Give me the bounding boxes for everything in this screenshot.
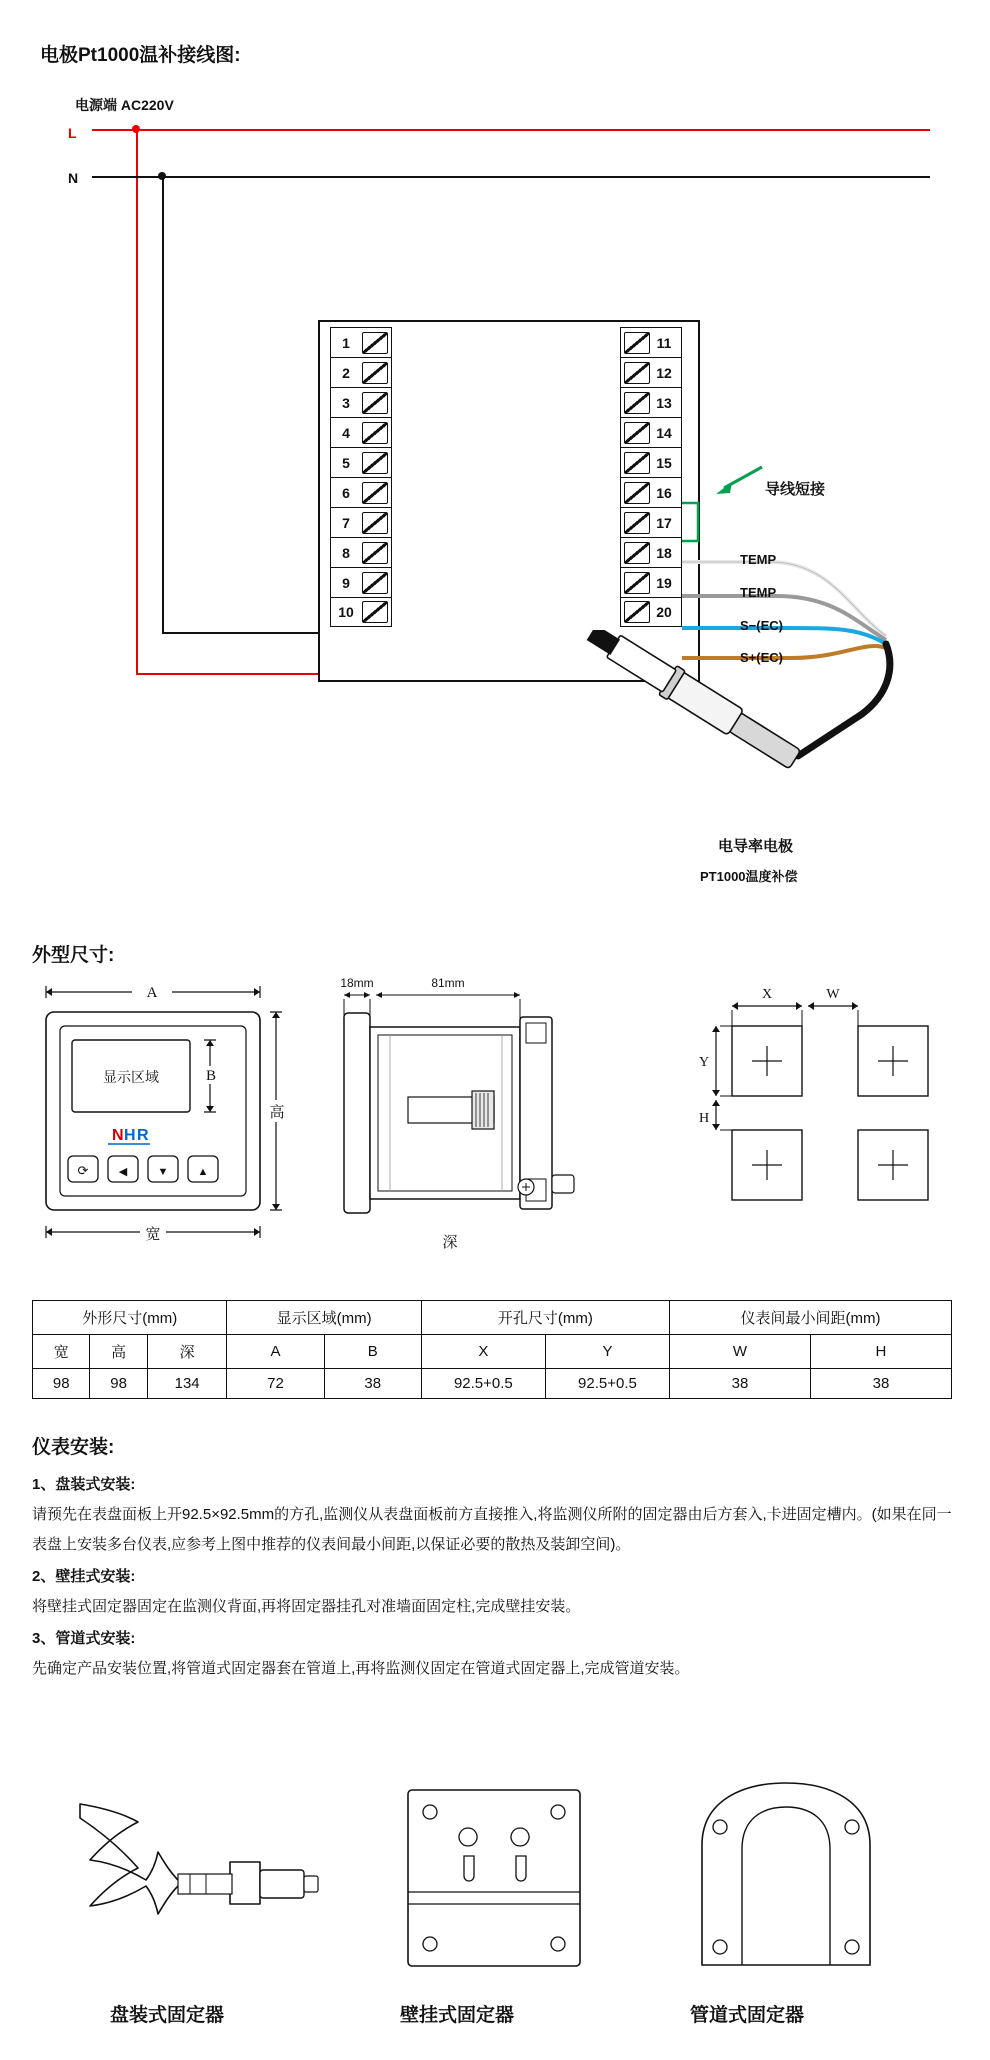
front-view-drawing [24, 970, 294, 1260]
svg-text:显示区域: 显示区域 [103, 1069, 159, 1085]
cutout-spacing-drawing [690, 980, 970, 1235]
sub-header: Y [545, 1335, 669, 1369]
terminal-row[interactable] [330, 327, 392, 357]
installation-title: 仪表安装: [32, 1437, 115, 1458]
screw-icon [624, 422, 650, 444]
table-cell: 92.5+0.5 [421, 1369, 545, 1399]
table-cell: 98 [90, 1369, 147, 1399]
install-text-1: 请预先在表盘面板上开92.5×92.5mm的方孔,监测仪从表盘面板前方直接推入,将监测仪所附的固定器由后方套入,卡进固定槽内。(如果在同一表盘上安装多台仪表,应参考上图中推荐的仪表间最小间距,以保证必要的散热及装卸空间)。 [32, 1506, 952, 1553]
install-text-3: 先确定产品安装位置,将管道式固定器套在管道上,再将监测仪固定在管道式固定器上,完成管道安装。 [32, 1660, 690, 1677]
line-label-N: N [68, 170, 79, 186]
wall-mount-bracket-drawing [390, 1780, 610, 1985]
terminal-row[interactable] [330, 417, 392, 447]
table-row-sub-headers [33, 1335, 952, 1369]
caption-wall-bracket: 壁挂式固定器 [400, 2005, 515, 2026]
install-head-1: 1、盘装式安装: [32, 1476, 136, 1493]
signal-label-s-plus: S+(EC) [740, 650, 783, 665]
terminal-number: 9 [342, 574, 350, 591]
svg-text:◀: ◀ [118, 1166, 128, 1178]
live-wire-to-terminal-10 [136, 673, 320, 675]
group-header-display: 显示区域(mm) [227, 1301, 421, 1335]
terminal-row[interactable] [620, 327, 682, 357]
terminal-number: 17 [656, 514, 672, 531]
sub-header: B [324, 1335, 421, 1369]
terminal-number: 15 [656, 454, 672, 471]
neutral-junction-dot [158, 172, 166, 180]
terminal-row[interactable] [330, 477, 392, 507]
sub-header: 宽 [33, 1335, 90, 1369]
terminal-row[interactable] [620, 417, 682, 447]
terminal-row[interactable] [620, 357, 682, 387]
screw-icon [362, 601, 388, 623]
screw-icon [624, 392, 650, 414]
install-text-2: 将壁挂式固定器固定在监测仪背面,再将固定器挂孔对准墙面固定柱,完成壁挂安装。 [32, 1598, 581, 1615]
terminal-number: 7 [342, 514, 350, 531]
line-label-L: L [68, 125, 77, 141]
screw-icon [624, 512, 650, 534]
group-header-cutout: 开孔尺寸(mm) [421, 1301, 669, 1335]
terminal-number: 12 [656, 364, 672, 381]
short-wire-note: 导线短接 [765, 481, 826, 498]
terminal-row[interactable] [330, 387, 392, 417]
screw-icon [624, 601, 650, 623]
svg-text:⟳: ⟳ [77, 1163, 89, 1178]
svg-text:宽: 宽 [145, 1226, 161, 1243]
terminal-number: 19 [656, 574, 672, 591]
signal-label-temp-1: TEMP [740, 552, 777, 567]
probe-sub-label: PT1000温度补偿 [700, 869, 798, 884]
terminal-number: 4 [342, 424, 350, 441]
table-cell: 92.5+0.5 [545, 1369, 669, 1399]
group-header-spacing: 仪表间最小间距(mm) [669, 1301, 951, 1335]
terminal-number: 10 [338, 604, 354, 620]
svg-text:N: N [112, 1127, 124, 1144]
terminal-row[interactable] [620, 477, 682, 507]
terminal-number: 20 [656, 604, 672, 620]
table-cell: 98 [33, 1369, 90, 1399]
terminal-row[interactable] [330, 357, 392, 387]
svg-text:A: A [146, 985, 158, 1001]
dimensions-title: 外型尺寸: [32, 945, 115, 966]
svg-text:X: X [761, 987, 773, 1002]
sub-header: X [421, 1335, 545, 1369]
terminal-number: 2 [342, 364, 350, 381]
screw-icon [624, 542, 650, 564]
group-header-overall: 外形尺寸(mm) [33, 1301, 227, 1335]
terminal-row[interactable] [620, 507, 682, 537]
svg-text:Y: Y [698, 1055, 710, 1070]
screw-icon [362, 482, 388, 504]
side-view-drawing [330, 965, 630, 1260]
signal-label-s-minus: S−(EC) [740, 618, 783, 633]
install-head-3: 3、管道式安装: [32, 1630, 136, 1647]
left-terminal-column [330, 327, 392, 627]
terminal-row[interactable] [620, 567, 682, 597]
right-terminal-column [620, 327, 682, 627]
terminal-number: 3 [342, 394, 350, 411]
terminal-row[interactable] [620, 447, 682, 477]
terminal-number: 16 [656, 484, 672, 501]
screw-icon [624, 332, 650, 354]
power-supply-label: 电源端 AC220V [75, 97, 174, 113]
svg-text:H: H [124, 1127, 136, 1144]
sub-header: H [810, 1335, 951, 1369]
table-row-group-headers [33, 1301, 952, 1335]
screw-icon [362, 362, 388, 384]
terminal-row[interactable] [620, 537, 682, 567]
table-row-values [33, 1369, 952, 1399]
screw-icon [362, 332, 388, 354]
panel-mount-bracket-drawing [60, 1800, 340, 1980]
terminal-number: 18 [656, 544, 672, 561]
svg-text:81mm: 81mm [431, 976, 465, 990]
signal-label-temp-2: TEMP [740, 585, 777, 600]
sub-header: W [669, 1335, 810, 1369]
terminal-number: 11 [656, 334, 672, 351]
table-cell: 72 [227, 1369, 324, 1399]
probe-name-label: 电导率电极 [718, 838, 794, 855]
installation-body [32, 1468, 956, 1684]
caption-pipe-bracket: 管道式固定器 [690, 2005, 805, 2026]
caption-panel-bracket: 盘装式固定器 [110, 2005, 225, 2026]
svg-text:▼: ▼ [157, 1166, 169, 1178]
screw-icon [624, 482, 650, 504]
svg-text:18mm: 18mm [340, 976, 374, 990]
sub-header: 深 [147, 1335, 227, 1369]
svg-text:B: B [205, 1068, 217, 1084]
neutral-wire-to-terminal-9 [162, 632, 320, 634]
svg-text:W: W [826, 987, 840, 1002]
short-link-arrow-icon [700, 462, 766, 502]
sub-header: A [227, 1335, 324, 1369]
svg-text:高: 高 [269, 1104, 285, 1121]
svg-text:R: R [137, 1127, 149, 1144]
screw-icon [624, 452, 650, 474]
terminal-number: 1 [342, 334, 350, 351]
wiring-diagram-title: 电极Pt1000温补接线图: [40, 45, 241, 66]
live-junction-dot [132, 125, 140, 133]
terminal-number: 8 [342, 544, 350, 561]
terminal-number: 5 [342, 454, 350, 471]
screw-icon [362, 392, 388, 414]
screw-icon [362, 452, 388, 474]
screw-icon [362, 422, 388, 444]
terminal-row[interactable] [330, 567, 392, 597]
live-wire-horizontal [92, 129, 930, 131]
terminal-number: 13 [656, 394, 672, 411]
dimensions-table [32, 1300, 952, 1399]
table-cell: 38 [324, 1369, 421, 1399]
terminal-row[interactable] [330, 507, 392, 537]
neutral-wire-vertical [162, 176, 164, 633]
neutral-wire-horizontal [92, 176, 930, 178]
screw-icon [362, 572, 388, 594]
table-cell: 38 [810, 1369, 951, 1399]
screw-icon [362, 512, 388, 534]
terminal-row[interactable] [620, 387, 682, 417]
terminal-row[interactable] [330, 537, 392, 567]
sub-header: 高 [90, 1335, 147, 1369]
terminal-row[interactable] [330, 447, 392, 477]
install-head-2: 2、壁挂式安装: [32, 1568, 136, 1585]
terminal-number: 6 [342, 484, 350, 501]
screw-icon [624, 362, 650, 384]
screw-icon [362, 542, 388, 564]
terminal-number: 14 [656, 424, 672, 441]
svg-text:深: 深 [442, 1234, 458, 1251]
pipe-mount-bracket-drawing [680, 1775, 900, 1985]
table-cell: 38 [669, 1369, 810, 1399]
svg-text:H: H [698, 1111, 710, 1126]
live-wire-vertical [136, 129, 138, 674]
table-cell: 134 [147, 1369, 227, 1399]
terminal-row[interactable] [330, 597, 392, 627]
terminal-row[interactable] [620, 597, 682, 627]
svg-text:▲: ▲ [197, 1166, 209, 1178]
screw-icon [624, 572, 650, 594]
